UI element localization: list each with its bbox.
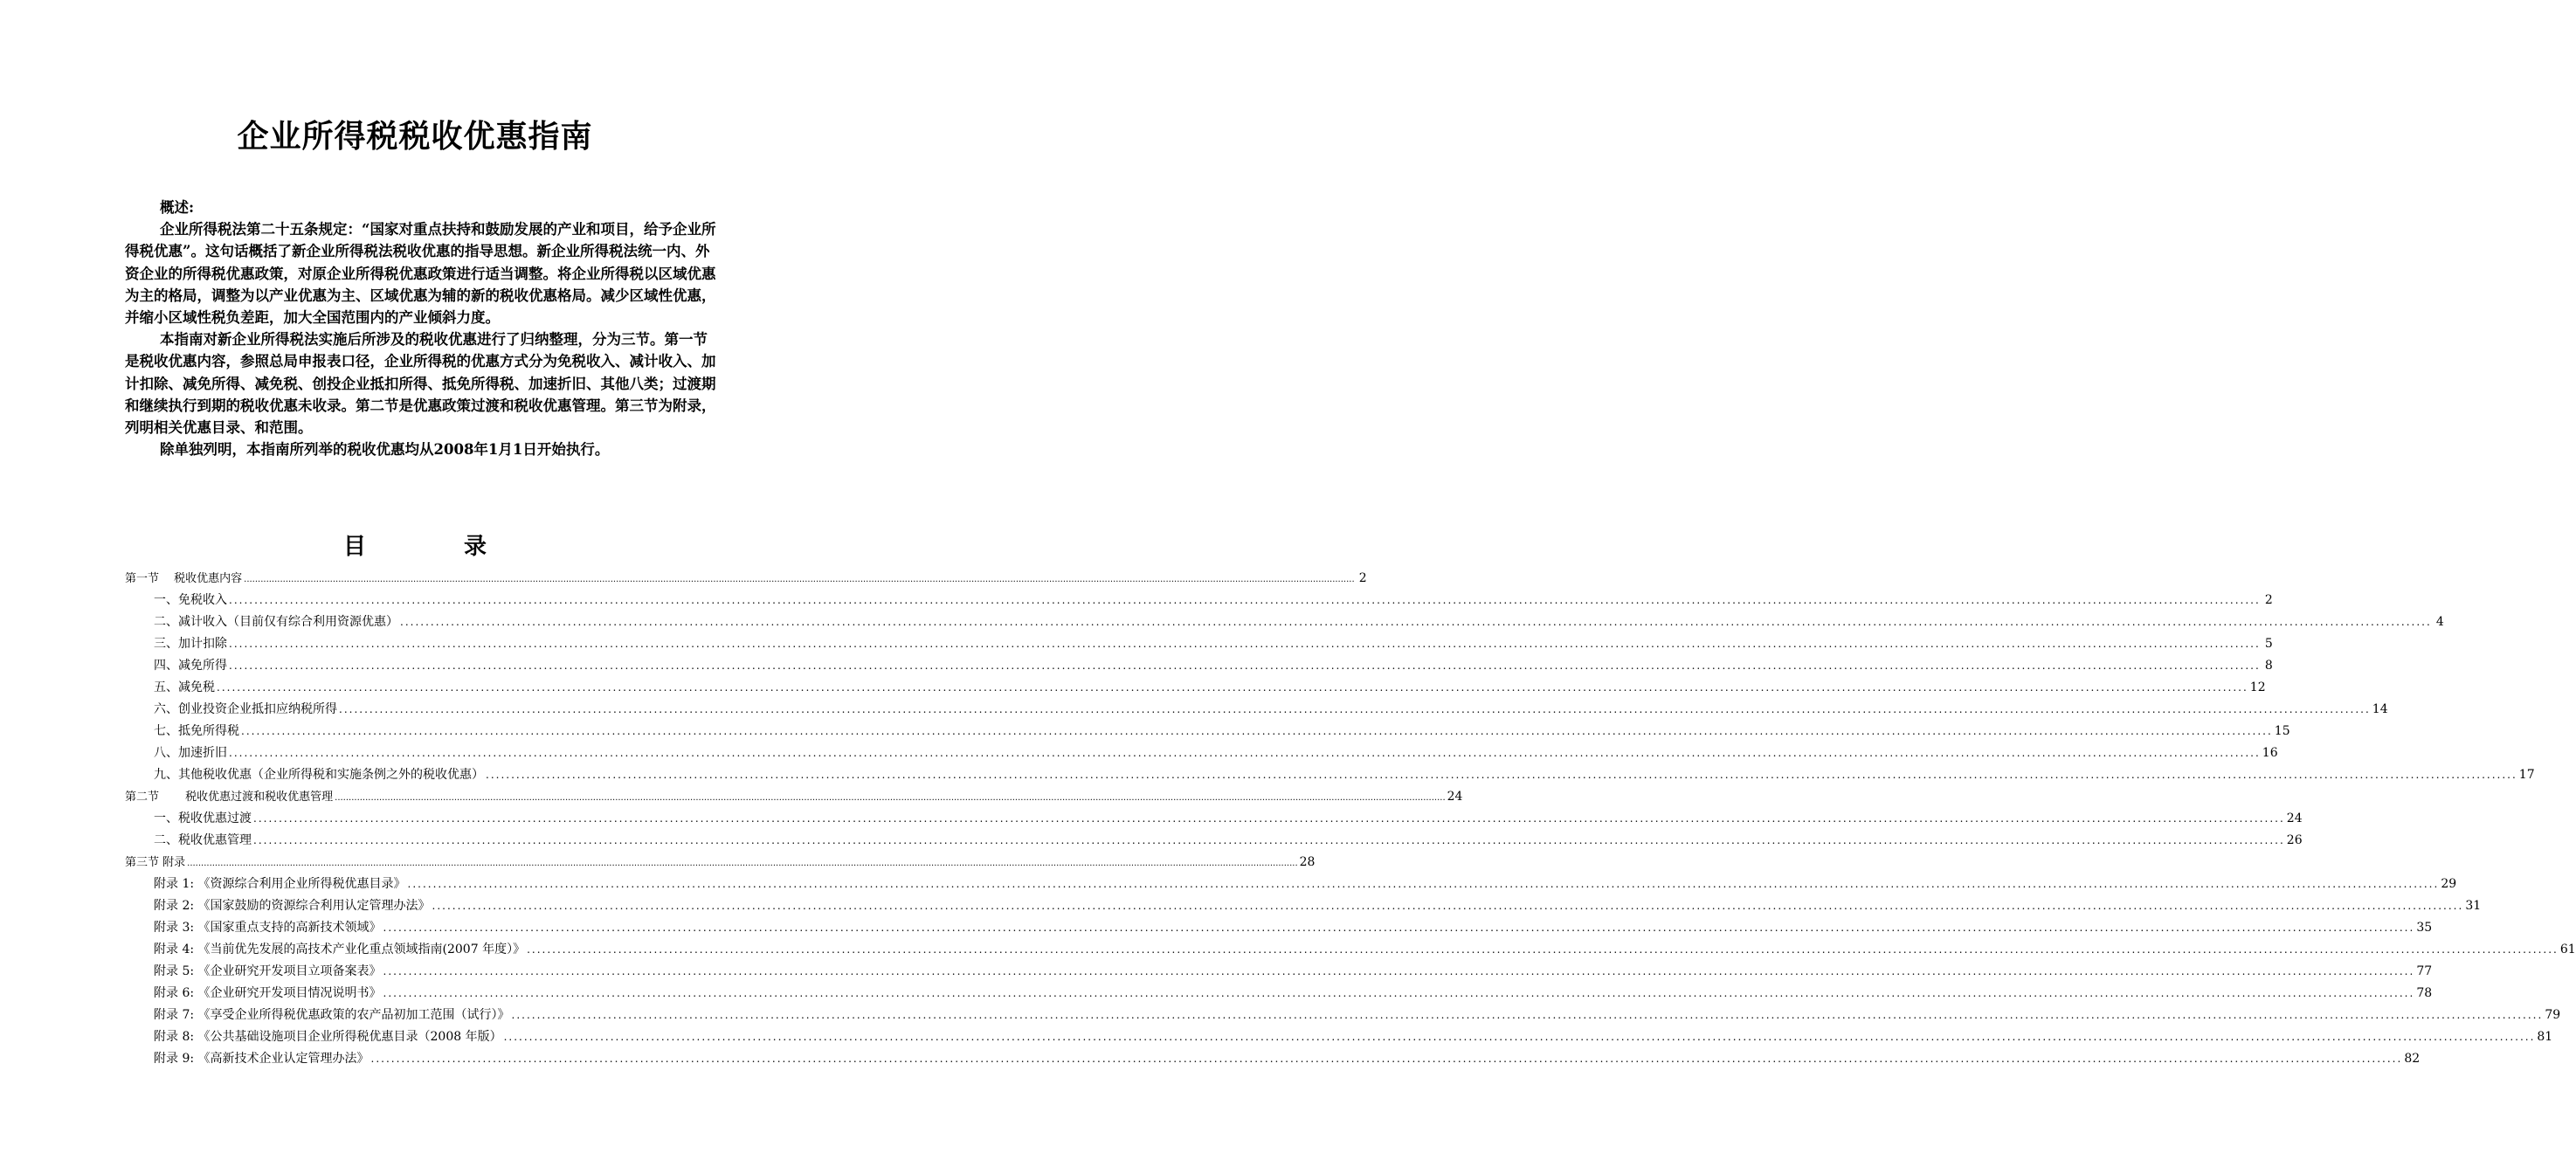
toc-entry[interactable] bbox=[125, 895, 2482, 917]
toc-entry-label: 附录 1: 《资源综合利用企业所得税优惠目录》 bbox=[154, 877, 406, 891]
toc-dot-leader: ................................................................................................................................................................................................................................................................................................................................................................................................................ bbox=[187, 859, 1298, 868]
toc-entry[interactable] bbox=[125, 611, 2444, 633]
toc-dot-leader: ................................................................................................................................................................................................................................................................................................................................................................................................................ bbox=[229, 638, 2261, 650]
toc-entry-label: 一、税收优惠过渡 bbox=[154, 811, 252, 825]
toc-entry[interactable] bbox=[125, 830, 2303, 852]
toc-heading-left: 目 bbox=[342, 534, 366, 560]
toc-dot-leader: ................................................................................................................................................................................................................................................................................................................................................................................................................ bbox=[407, 878, 2440, 890]
toc-entry-label: 附录 5: 《企业研究开发项目立项备案表》 bbox=[154, 964, 382, 978]
toc-dot-leader: ................................................................................................................................................................................................................................................................................................................................................................................................................ bbox=[335, 793, 1446, 803]
toc-dot-leader: ................................................................................................................................................................................................................................................................................................................................................................................................................ bbox=[370, 1053, 2403, 1065]
toc-entry[interactable] bbox=[125, 764, 2535, 786]
toc-page-number: 61 bbox=[2559, 943, 2576, 956]
toc-dot-leader: ................................................................................................................................................................................................................................................................................................................................................................................................................ bbox=[383, 965, 2415, 977]
toc-entry-label: 七、抵免所得税 bbox=[154, 724, 239, 738]
toc-entry[interactable] bbox=[125, 633, 2273, 655]
toc-page-number: 31 bbox=[2465, 899, 2482, 913]
toc-dot-leader: ................................................................................................................................................................................................................................................................................................................................................................................................................ bbox=[229, 594, 2261, 606]
toc-page-number: 2 bbox=[1358, 571, 1367, 585]
overview-paragraph-1: 企业所得税法第二十五条规定：“国家对重点扶持和鼓励发展的产业和项目，给予企业所得税优惠”。这句话概括了新企业所得税法税收优惠的指导思想。新企业所得税法统一内、外资企业的所得税优惠政策，对原企业所得税优惠政策进行适当调整。将企业所得税以区域优惠为主的格局，调整为以产业优惠为主、区域优惠为辅的新的税收优惠格局。减少区域性优惠，并缩小区域性税负差距，加大全国范围内的产业倾斜力度。 bbox=[125, 221, 716, 327]
toc-entry[interactable] bbox=[125, 983, 2433, 1005]
toc-dot-leader: ................................................................................................................................................................................................................................................................................................................................................................................................................ bbox=[400, 616, 2432, 628]
toc-entry-label: 第三节 附录 bbox=[125, 856, 186, 869]
toc-entry[interactable] bbox=[125, 1026, 2553, 1048]
toc-entry-label: 附录 9: 《高新技术企业认定管理办法》 bbox=[154, 1052, 369, 1066]
toc-page-number: 12 bbox=[2249, 680, 2266, 694]
toc-entry-label: 附录 4: 《当前优先发展的高技术产业化重点领域指南(2007 年度）》 bbox=[154, 943, 526, 956]
toc-page-number: 77 bbox=[2416, 964, 2433, 978]
toc-entry-label: 二、税收优惠管理 bbox=[154, 833, 252, 847]
toc-page-number: 16 bbox=[2262, 746, 2278, 760]
toc-dot-leader: ................................................................................................................................................................................................................................................................................................................................................................................................................ bbox=[503, 1031, 2536, 1043]
toc-heading bbox=[0, 528, 830, 561]
toc-dot-leader: ................................................................................................................................................................................................................................................................................................................................................................................................................ bbox=[229, 747, 2261, 759]
toc-section-entry[interactable] bbox=[125, 852, 1316, 874]
toc-dot-leader: ................................................................................................................................................................................................................................................................................................................................................................................................................ bbox=[253, 812, 2285, 825]
toc-entry-label: 第二节 税收优惠过渡和税收优惠管理 bbox=[125, 791, 334, 804]
toc-section-entry[interactable] bbox=[125, 786, 1463, 808]
toc-dot-leader: ................................................................................................................................................................................................................................................................................................................................................................................................................ bbox=[241, 725, 2273, 737]
toc-heading-right: 录 bbox=[464, 534, 487, 560]
toc-section-entry[interactable] bbox=[125, 568, 1367, 590]
overview-section bbox=[125, 197, 719, 460]
toc-entry[interactable] bbox=[125, 939, 2576, 961]
toc-entry-label: 八、加速折旧 bbox=[154, 746, 227, 760]
toc-page-number: 81 bbox=[2537, 1030, 2553, 1044]
toc-entry-label: 第一节 税收优惠内容 bbox=[125, 572, 243, 585]
toc-page-number: 82 bbox=[2404, 1052, 2421, 1066]
document-title: 企业所得税税收优惠指南 bbox=[237, 118, 593, 155]
toc-entry-label: 附录 8: 《公共基础设施项目企业所得税优惠目录（2008 年版） bbox=[154, 1030, 502, 1044]
toc-dot-leader: ................................................................................................................................................................................................................................................................................................................................................................................................................ bbox=[527, 943, 2559, 956]
toc-entry-label: 三、加计扣除 bbox=[154, 637, 227, 651]
toc-page-number: 5 bbox=[2264, 637, 2273, 651]
toc-dot-leader: ................................................................................................................................................................................................................................................................................................................................................................................................................ bbox=[253, 834, 2285, 846]
toc-dot-leader: ................................................................................................................................................................................................................................................................................................................................................................................................................ bbox=[383, 987, 2415, 999]
toc-entry-label: 四、减免所得 bbox=[154, 659, 227, 673]
toc-page-number: 28 bbox=[1299, 855, 1316, 869]
toc-entry-label: 附录 2: 《国家鼓励的资源综合利用认定管理办法》 bbox=[154, 899, 431, 913]
toc-dot-leader: ................................................................................................................................................................................................................................................................................................................................................................................................................ bbox=[432, 900, 2464, 912]
toc-entry-label: 附录 6: 《企业研究开发项目情况说明书》 bbox=[154, 986, 382, 1000]
toc-entry[interactable] bbox=[125, 677, 2266, 699]
toc-entry[interactable] bbox=[125, 917, 2433, 939]
toc-entry-label: 附录 7: 《享受企业所得税优惠政策的农产品初加工范围（试行）》 bbox=[154, 1008, 510, 1022]
toc-page-number: 24 bbox=[2286, 811, 2303, 825]
toc-page-number: 2 bbox=[2264, 593, 2273, 607]
toc-page-number: 35 bbox=[2416, 921, 2433, 935]
toc-page-number: 29 bbox=[2441, 877, 2457, 891]
toc-page-number: 78 bbox=[2416, 986, 2433, 1000]
toc-page-number: 26 bbox=[2286, 833, 2303, 847]
toc-entry[interactable] bbox=[125, 1048, 2421, 1070]
toc-page-number: 24 bbox=[1447, 790, 1463, 804]
toc-entry[interactable] bbox=[125, 655, 2273, 677]
toc-entry[interactable] bbox=[125, 590, 2273, 611]
toc-page-number: 17 bbox=[2518, 768, 2535, 782]
toc-dot-leader: ................................................................................................................................................................................................................................................................................................................................................................................................................ bbox=[486, 769, 2517, 781]
toc-entry[interactable] bbox=[125, 1005, 2561, 1026]
toc-entry-label: 九、其他税收优惠（企业所得税和实施条例之外的税收优惠） bbox=[154, 768, 484, 782]
toc-entry[interactable] bbox=[125, 874, 2457, 895]
toc-dot-leader: ................................................................................................................................................................................................................................................................................................................................................................................................................ bbox=[217, 681, 2248, 694]
toc-entry[interactable] bbox=[125, 961, 2433, 983]
overview-label: 概述: bbox=[160, 199, 195, 216]
toc-page-number: 15 bbox=[2274, 724, 2290, 738]
table-of-contents bbox=[125, 568, 2576, 1070]
toc-dot-leader: ................................................................................................................................................................................................................................................................................................................................................................................................................ bbox=[244, 575, 1355, 584]
toc-dot-leader: ................................................................................................................................................................................................................................................................................................................................................................................................................ bbox=[383, 922, 2415, 934]
toc-page-number: 8 bbox=[2264, 659, 2273, 673]
toc-entry-label: 六、创业投资企业抵扣应纳税所得 bbox=[154, 702, 337, 716]
toc-dot-leader: ................................................................................................................................................................................................................................................................................................................................................................................................................ bbox=[229, 660, 2261, 672]
toc-dot-leader: ................................................................................................................................................................................................................................................................................................................................................................................................................ bbox=[511, 1009, 2544, 1021]
overview-paragraph-2: 本指南对新企业所得税法实施后所涉及的税收优惠进行了归纳整理，分为三节。第一节是税收优惠内容，参照总局申报表口径，企业所得税的优惠方式分为免税收入、减计收入、加计扣除、减免所得、减免税、创投企业抵扣所得、抵免所得税、加速折旧、其他八类；过渡期和继续执行到期的税收优惠未收录。第二节是优惠政策过渡和税收优惠管理。第三节为附录，列明相关优惠目录、和范围。 bbox=[125, 331, 716, 437]
toc-page-number: 14 bbox=[2372, 702, 2388, 716]
toc-entry-label: 五、减免税 bbox=[154, 680, 215, 694]
toc-dot-leader: ................................................................................................................................................................................................................................................................................................................................................................................................................ bbox=[339, 703, 2371, 715]
toc-page-number: 4 bbox=[2435, 615, 2444, 629]
overview-paragraph-3: 除单独列明，本指南所列举的税收优惠均从2008年1月1日开始执行。 bbox=[160, 441, 610, 459]
toc-entry-label: 附录 3: 《国家重点支持的高新技术领域》 bbox=[154, 921, 382, 935]
toc-entry-label: 一、免税收入 bbox=[154, 593, 227, 607]
toc-entry[interactable] bbox=[125, 699, 2388, 721]
toc-entry[interactable] bbox=[125, 808, 2303, 830]
toc-entry-label: 二、减计收入（目前仅有综合利用资源优惠） bbox=[154, 615, 398, 629]
toc-page-number: 79 bbox=[2545, 1008, 2561, 1022]
toc-entry[interactable] bbox=[125, 742, 2278, 764]
toc-entry[interactable] bbox=[125, 721, 2290, 742]
